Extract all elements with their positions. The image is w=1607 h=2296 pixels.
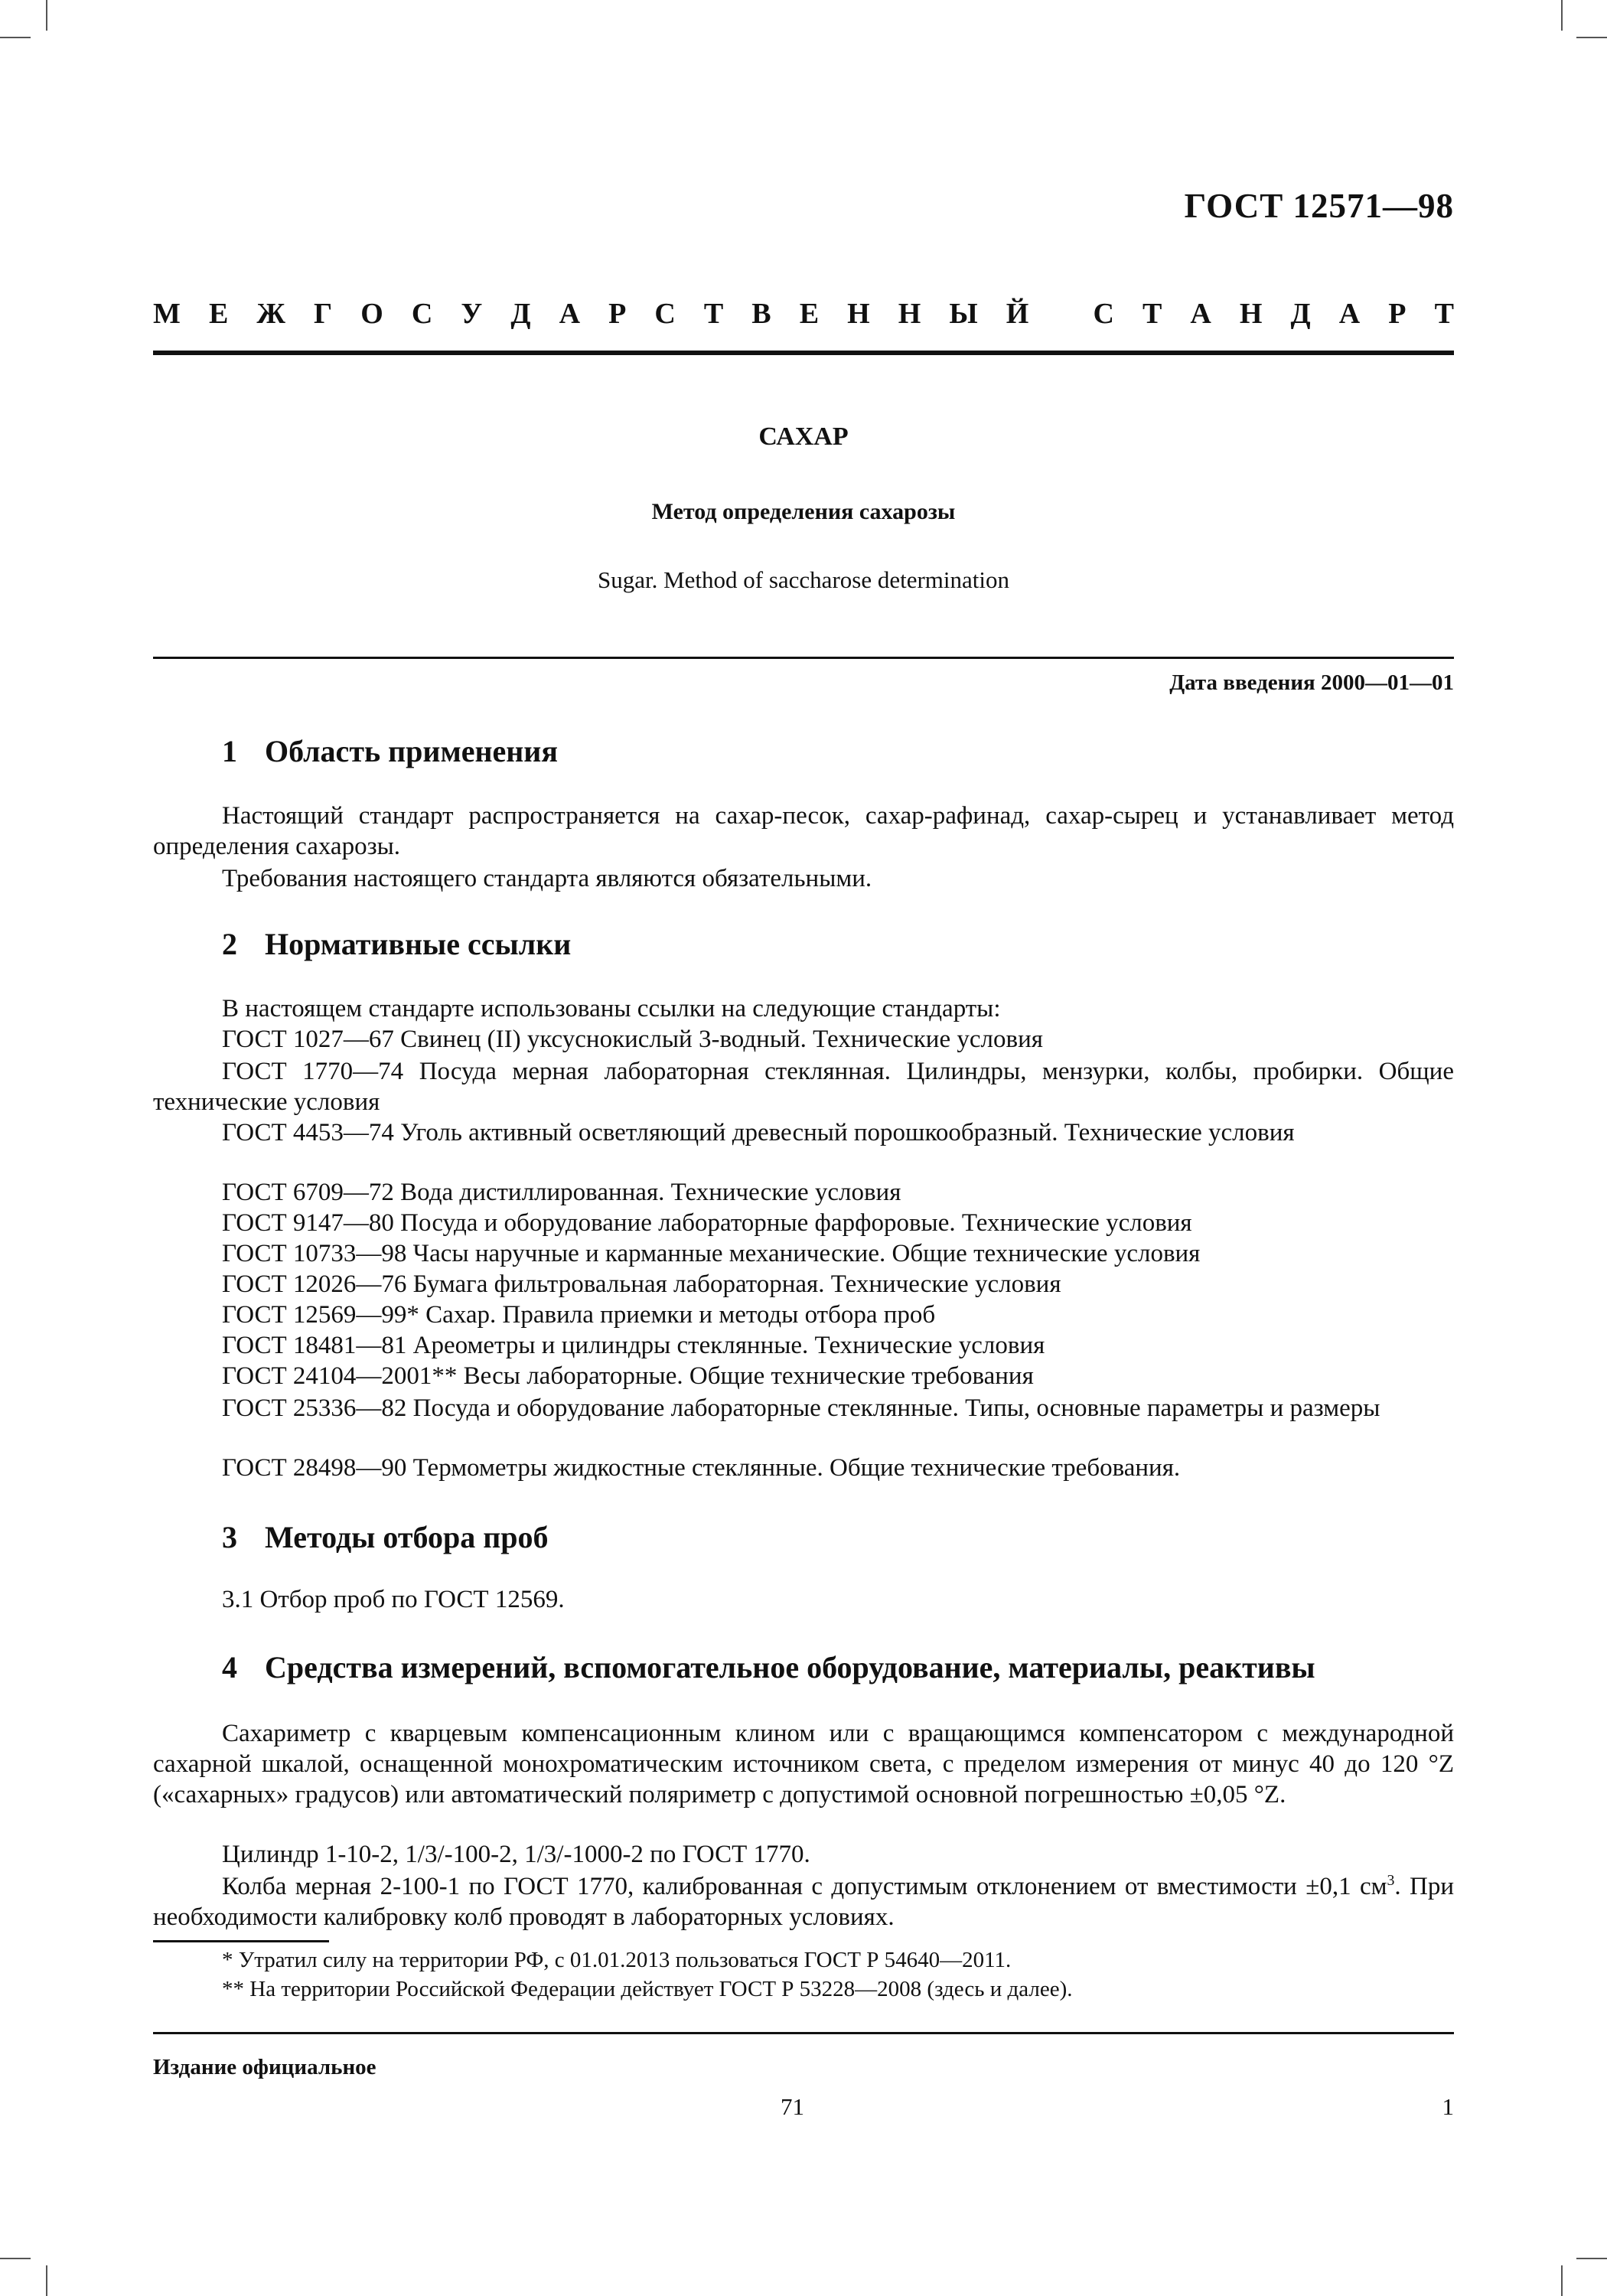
reference-item: ГОСТ 12026—76 Бумага фильтровальная лабораторная. Технические условия bbox=[222, 1270, 1061, 1298]
reference-item: ГОСТ 4453—74 Уголь активный осветляющий древесный порошкообразный. Технические условия bbox=[222, 1119, 1295, 1146]
section-title: Методы отбора проб bbox=[265, 1520, 549, 1554]
collection-page-number: 71 bbox=[781, 2093, 804, 2120]
banner-letter: Ж bbox=[256, 298, 285, 330]
paragraph: Настоящий стандарт распространяется на сахар-песок, сахар-рафинад, сахар-сырец и устанавливает метод определения сахарозы. bbox=[153, 802, 1454, 860]
section-number: 4 bbox=[222, 1650, 237, 1684]
page-number: 1 bbox=[1442, 2093, 1454, 2120]
crop-mark bbox=[46, 2265, 47, 2296]
section-heading bbox=[222, 1519, 549, 1555]
banner-letter: Ы bbox=[949, 298, 978, 330]
paragraph: Цилиндр 1-10-2, 1/3/-100-2, 1/3/-1000-2 по ГОСТ 1770. bbox=[222, 1841, 810, 1868]
banner-letter: С bbox=[654, 298, 676, 330]
crop-mark bbox=[1576, 2258, 1607, 2259]
banner-letter: О bbox=[360, 298, 383, 330]
banner-letter: М bbox=[153, 298, 181, 330]
banner-letter: Д bbox=[510, 298, 531, 330]
banner-letter: А bbox=[1190, 298, 1211, 330]
banner-letter: А bbox=[559, 298, 581, 330]
section-heading bbox=[222, 733, 558, 769]
paragraph-text: Колба мерная 2-100-1 по ГОСТ 1770, калиброванная с допустимым отклонением от вместимости ±0,1 см bbox=[222, 1873, 1387, 1900]
paragraph: В настоящем стандарте использованы ссылки на следующие стандарты: bbox=[222, 995, 1001, 1022]
banner-letter: Р bbox=[608, 298, 627, 330]
banner-letter: Т bbox=[1434, 298, 1454, 330]
document-title: САХАР bbox=[758, 422, 849, 451]
section-title: Нормативные ссылки bbox=[265, 927, 572, 961]
footnote: ** На территории Российской Федерации действует ГОСТ Р 53228—2008 (здесь и далее). bbox=[222, 1977, 1073, 2001]
banner-letter: Р bbox=[1388, 298, 1407, 330]
banner-letter: У bbox=[461, 298, 483, 330]
introduction-date: Дата введения 2000—01—01 bbox=[1169, 670, 1454, 695]
banner-letter: С bbox=[411, 298, 433, 330]
section-title: Область применения bbox=[265, 734, 558, 768]
reference-item: ГОСТ 25336—82 Посуда и оборудование лабораторные стеклянные. Типы, основные параметры и размеры bbox=[222, 1394, 1380, 1422]
section-title: Средства измерений, вспомогательное оборудование, материалы, реактивы bbox=[265, 1650, 1315, 1684]
banner-letter: Н bbox=[1239, 298, 1263, 330]
banner-letter: Т bbox=[1142, 298, 1162, 330]
banner-letter: Н bbox=[847, 298, 870, 330]
banner-letter: Г bbox=[314, 298, 333, 330]
superscript: 3 bbox=[1387, 1872, 1395, 1889]
footnote-rule bbox=[153, 1940, 329, 1942]
banner-letter: Е bbox=[208, 298, 229, 330]
official-edition-label: Издание официальное bbox=[153, 2055, 376, 2079]
banner-letter: Е bbox=[799, 298, 820, 330]
crop-mark bbox=[0, 2258, 31, 2259]
banner-letter: Й bbox=[1006, 298, 1029, 330]
crop-mark bbox=[1561, 0, 1563, 31]
section-number: 3 bbox=[222, 1520, 237, 1554]
reference-item: ГОСТ 9147—80 Посуда и оборудование лабораторные фарфоровые. Технические условия bbox=[222, 1209, 1192, 1237]
paragraph: Требования настоящего стандарта являются обязательными. bbox=[222, 865, 872, 892]
paragraph: 3.1 Отбор проб по ГОСТ 12569. bbox=[222, 1586, 565, 1613]
banner-space bbox=[1057, 297, 1064, 331]
footnote: * Утратил силу на территории РФ, с 01.01.2013 пользоваться ГОСТ Р 54640—2011. bbox=[222, 1948, 1012, 1972]
reference-item: ГОСТ 28498—90 Термометры жидкостные стеклянные. Общие технические требования. bbox=[222, 1454, 1181, 1482]
section-number: 1 bbox=[222, 734, 237, 768]
section-number: 2 bbox=[222, 927, 237, 961]
reference-item: ГОСТ 12569—99* Сахар. Правила приемки и методы отбора проб bbox=[222, 1301, 936, 1329]
header-rule bbox=[153, 351, 1454, 355]
interstate-standard-banner bbox=[153, 297, 1454, 331]
paragraph bbox=[153, 1871, 1454, 1932]
section-heading bbox=[222, 926, 571, 962]
crop-mark bbox=[46, 0, 47, 31]
banner-letter: С bbox=[1093, 298, 1114, 330]
section-heading bbox=[222, 1649, 1315, 1685]
document-code: ГОСТ 12571—98 bbox=[1184, 187, 1454, 225]
reference-item: ГОСТ 10733—98 Часы наручные и карманные механические. Общие технические условия bbox=[222, 1240, 1201, 1267]
footer-rule bbox=[153, 2032, 1454, 2034]
reference-item: ГОСТ 1027—67 Свинец (II) уксуснокислый 3-водный. Технические условия bbox=[222, 1026, 1043, 1053]
reference-item: ГОСТ 6709—72 Вода дистиллированная. Технические условия bbox=[222, 1179, 901, 1206]
reference-item: ГОСТ 1770—74 Посуда мерная лабораторная стеклянная. Цилиндры, мензурки, колбы, пробирки. Общие технические условия bbox=[153, 1058, 1454, 1116]
reference-item: ГОСТ 18481—81 Ареометры и цилиндры стеклянные. Технические условия bbox=[222, 1332, 1045, 1359]
title-rule bbox=[153, 657, 1454, 659]
crop-mark bbox=[1561, 2265, 1563, 2296]
paragraph: Сахариметр с кварцевым компенсационным клином или с вращающимся компенсатором с международной сахарной шкалой, оснащенной монохроматическим источником света, с пределом измерения от минус 40 до 120 °Z («сахарных» градусов) или автоматический поляриметр с допустимой основной погрешностью ±0,05 °Z. bbox=[153, 1720, 1454, 1808]
banner-letter: В bbox=[751, 298, 771, 330]
reference-item: ГОСТ 24104—2001** Весы лабораторные. Общие технические требования bbox=[222, 1362, 1034, 1390]
crop-mark bbox=[1576, 37, 1607, 38]
document-title-english: Sugar. Method of saccharose determination bbox=[597, 566, 1010, 593]
banner-letter: Н bbox=[898, 298, 921, 330]
document-subtitle: Метод определения сахарозы bbox=[651, 499, 956, 524]
crop-mark bbox=[0, 37, 31, 38]
paragraph-text: . При необходимости калибровку колб проводят в лабораторных условиях. bbox=[153, 1873, 1454, 1931]
banner-letter: Т bbox=[703, 298, 724, 330]
banner-letter: А bbox=[1338, 298, 1361, 330]
banner-letter: Д bbox=[1290, 298, 1311, 330]
